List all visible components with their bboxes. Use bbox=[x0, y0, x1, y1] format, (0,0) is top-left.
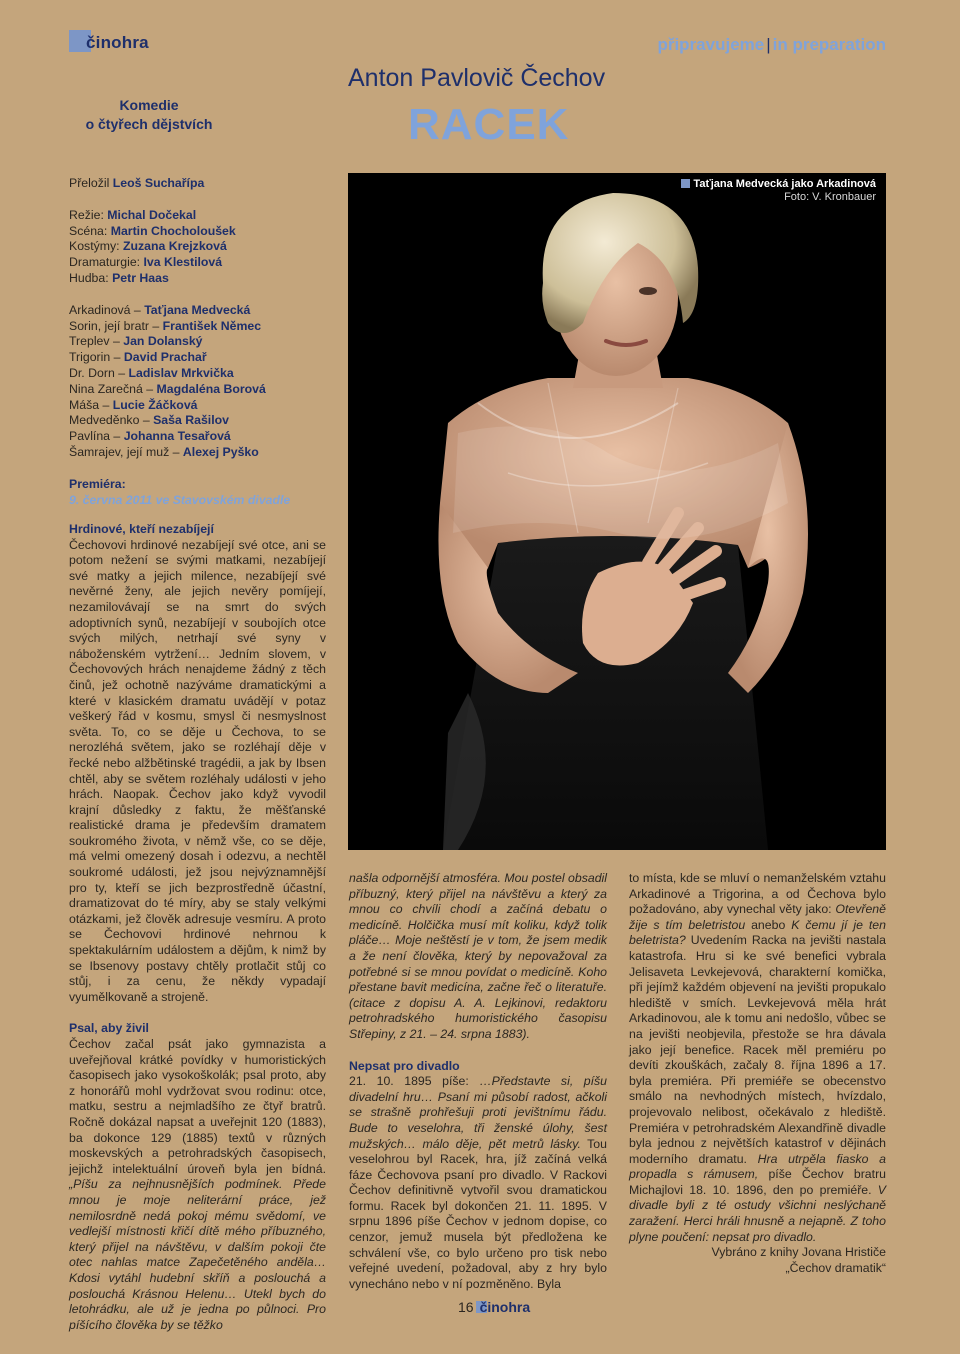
cast-row bbox=[69, 319, 339, 335]
quote-d: V divadle byli z té ostudy všichni neslýchaně zaražení. Herci hráli hnusně a nejapně. Z toho plyne poučení: nepsat pro divadlo. bbox=[629, 1182, 886, 1244]
heading-writing: Psal, aby živil bbox=[69, 1021, 149, 1036]
staff-row bbox=[69, 239, 339, 255]
quote-2: Přede mnou je moje neliterární práce, jež nemilosrdně nedá pokoj mému svědomí, ve vedlejší místnosti křičí dítě mého příbuzného, který přijel na návštěvu, v dalším pokoji čte otec nahlas matce Zapečetěného anděla… Kdosi vytáhl hudební skříň a poslouchá a poslouchá Krásnou Helenu… Utekl bych do letohrádku, ale už je jedna po půlnoci. bbox=[69, 1177, 326, 1317]
heading-heroes: Hrdinové, kteří nezabíjejí bbox=[69, 522, 214, 536]
staff-row-name: Zuzana Krejzková bbox=[122, 239, 227, 254]
staff-row-label: Scéna: bbox=[69, 223, 111, 238]
cast-row-name: František Němec bbox=[162, 318, 262, 333]
cast-row-label: Nina Zarečná – bbox=[69, 381, 157, 396]
cast-row bbox=[69, 445, 339, 461]
play-author: Anton Pavlovič Čechov bbox=[348, 64, 606, 92]
genre-line-1: Komedie bbox=[119, 97, 179, 113]
cast-row bbox=[69, 334, 339, 350]
staff-row-label: Režie: bbox=[69, 207, 108, 222]
cast-row bbox=[69, 398, 339, 414]
credits-block bbox=[69, 176, 339, 508]
cast-row bbox=[69, 429, 339, 445]
cast-row bbox=[69, 413, 339, 429]
heading-theatre: Nepsat pro divadlo bbox=[349, 1058, 460, 1073]
cast-row bbox=[69, 382, 339, 398]
cast-row-name: David Prachař bbox=[123, 350, 207, 365]
article-column-2 bbox=[349, 871, 607, 1292]
brand-name: činohra bbox=[86, 33, 149, 52]
cast-row-label: Trigorin – bbox=[69, 350, 124, 365]
text-a: to místa, kde se mluví o nemanželském vztahu Arkadinové a Trigorina, a od Čechova bylo požadováno, aby vynechal věty jako: bbox=[629, 871, 886, 917]
quote-b: K čemu jí je ten beletrista? bbox=[629, 917, 886, 948]
quote-3: Pro píšícího člověka by se těžko bbox=[69, 1302, 326, 1332]
cast-list bbox=[69, 303, 339, 461]
production-photo bbox=[348, 173, 886, 850]
cast-row-label: Arkadinová – bbox=[69, 302, 145, 317]
staff-list bbox=[69, 208, 339, 287]
paragraph-writing bbox=[69, 1037, 326, 1333]
cast-row-label: Medveděnko – bbox=[69, 413, 154, 428]
cast-row bbox=[69, 303, 339, 319]
cast-row bbox=[69, 350, 339, 366]
article-column-1 bbox=[69, 522, 326, 1333]
staff-row-label: Dramaturgie: bbox=[69, 255, 144, 270]
genre-line-2: o čtyřech dějstvích bbox=[85, 116, 213, 132]
cast-row-label: Sorin, její bratr – bbox=[69, 318, 163, 333]
cast-row-label: Šamrajev, její muž – bbox=[69, 444, 183, 459]
cast-row-name: Lucie Žáčková bbox=[112, 397, 198, 412]
staff-row-name: Martin Chocholoušek bbox=[110, 223, 236, 238]
play-title: RACEK bbox=[408, 100, 570, 149]
section-label bbox=[657, 35, 886, 55]
text-b: anebo bbox=[745, 917, 792, 932]
cast-row-label: Treplev – bbox=[69, 334, 124, 349]
staff-row bbox=[69, 255, 339, 271]
source-line-2: „Čechov dramatik“ bbox=[785, 1260, 886, 1275]
quote-continued: našla odpornější atmosféra. Mou postel obsadil příbuzný, který přijel na návštěvu a který za mnou co chvíli chodí a začíná debatu o medicíně. Holčička musí mít koliku, když tolik pláče… Moje neštěstí je v tom, že jsem medik a že není člověka, který by nepovažoval za potřebné si se mnou povídat o medicíně. Koho přestane bavit medicína, začne řeč o literatuře. (citace z dopisu A. A. Lejkinovi, redaktoru petrohradského humoristického časopisu Střepiny, z 21. – 24. srpna 1883). bbox=[349, 871, 607, 1041]
cast-row-name: Saša Rašilov bbox=[153, 413, 229, 428]
staff-row bbox=[69, 208, 339, 224]
translation-credit bbox=[69, 176, 339, 192]
premiere-label: Premiéra: bbox=[69, 476, 126, 491]
quote-play: …Představte si, píšu divadelní hru… Psaní mi působí radost, ačkoli se strašně prohřešuji proti jevištnímu řádu. Bude to veselohra, tři ženské úlohy, šest mužských… málo děje, pět metrů lásky. bbox=[349, 1074, 608, 1151]
cast-row-label: Dr. Dorn – bbox=[69, 365, 129, 380]
staff-row bbox=[69, 271, 339, 287]
article-column-3 bbox=[629, 871, 886, 1276]
credit-label: Přeložil bbox=[69, 176, 113, 190]
date-text: 21. 10. 1895 píše: bbox=[349, 1074, 480, 1089]
staff-row-name: Michal Dočekal bbox=[107, 207, 197, 222]
genre bbox=[69, 96, 229, 134]
cast-row-name: Jan Dolanský bbox=[123, 334, 203, 349]
paragraph-heroes: Čechovovi hrdinové nezabíjejí své otce, ani se potom nežení se svými matkami, nezabíjejí své matky a jejich milence, nezabíjejí své nevěrné ženy, ale jejich nevěry pomíjejí, nezamilovávají se na smrt do svých adoptivních synů, nezabíjejí v soubojích otce svých milých, netrhají své syny v náboženském vytržení… Jedním slovem, v Čechovových hrách nenajdeme žádný z těch činů, jež ochotně nazýváme dramatickými a které v klasickém dramatu uvádějí v potaz veškerý řád v kosmu, smysl či nesmyslnost světa. To, co se děje u Čechova, to se nerozléhá světem, jako se rozléhají děje v řecké nebo alžbětinské tragédii, a jak by Ibsen chtěl, aby se světem rozléhaly události v jeho hrách. Naopak. Čechov jako když vyvodil krajní důsledky z faktu, že měšťanské realistické drama je především dramatem soukromého života, v němž vše, co se děje, má velmi omezený dosah i odezvu, a nechtěl soukromé události, jež jsou nejvýznamnější pro ty, kteří se jich bezprostředně účastní, dramatizovat do té míry, aby se staly velkými otázkami, jež člověk adresuje vesmíru. A proto se Čechovovi hrdinové nehrnou k spektakulárním událostem a dějům, k nimž by se Ibsenovy postavy chtěly protlačit stůj co stůj, i za cenu, že někdy vypadají vyumělkovaně a strojeně. bbox=[69, 537, 326, 1004]
staff-row-name: Petr Haas bbox=[112, 270, 169, 285]
cast-row-name: Alexej Pyško bbox=[182, 444, 259, 459]
cast-row-label: Pavlína – bbox=[69, 429, 124, 444]
quote-1: „Píšu za nejhnusnějších podmínek. bbox=[69, 1177, 294, 1192]
cast-row-name: Johanna Tesařová bbox=[123, 429, 231, 444]
text-c: Uvedením Racka na jevišti nastala katastrofa. Hru si ke své benefici vybrala Jelisaveta Levkejevová, charakterní komička, při jejímž každém objevení na jevišti propukalo hlediště v smích. Levkejevová měla hrát Arkadinovou, ale k tomu ani nedošlo, vůbec se na jevišti neobjevila, přestože se hra dávala jako její benefice. Racek měl premiéru po devíti zkouškách, začaly 8. října 1896 a 17. byla premiéra. Při premiéře se obecenstvo smálo na nevhodných místech, hvízdalo, projevovalo nelibost, očekávalo z hlediště. Premiéra v petrohradském Alexandřině divadle byla jednou z největších katastrof v dějinách moderního dramatu. bbox=[629, 933, 886, 1166]
photo-caption bbox=[681, 178, 876, 204]
caption-text: Taťjana Medvecká jako Arkadinová bbox=[693, 178, 876, 190]
staff-row bbox=[69, 224, 339, 240]
quote-a: Otevřeně žije s tím beletristou bbox=[629, 902, 886, 932]
section-cz: připravujeme bbox=[657, 35, 765, 54]
cast-row-name: Ladislav Mrkvička bbox=[128, 365, 234, 380]
section-separator: | bbox=[766, 35, 771, 54]
source-line-1: Vybráno z knihy Jovana Hrističe bbox=[711, 1245, 886, 1260]
credit-name: Leoš Suchařípa bbox=[112, 176, 205, 190]
footer-brand: činohra bbox=[479, 1299, 531, 1315]
staff-row-label: Kostýmy: bbox=[69, 239, 123, 254]
cast-row bbox=[69, 366, 339, 382]
paragraph-premiere bbox=[629, 871, 886, 1245]
staff-row-label: Hudba: bbox=[69, 270, 113, 285]
page-number: 16 bbox=[458, 1299, 474, 1315]
quote-c: Hra utrpěla fiasko a propadla s rámusem, bbox=[629, 1151, 886, 1182]
cast-row-name: Taťjana Medvecká bbox=[144, 302, 251, 317]
cast-row-name: Magdaléna Borová bbox=[156, 381, 266, 396]
caption-square-icon bbox=[681, 179, 690, 188]
section-en: in preparation bbox=[772, 35, 886, 54]
paragraph-theatre bbox=[349, 1074, 607, 1292]
paragraph-writing-plain: Čechov začal psát jako gymnazista a uveřejňoval krátké povídky v humoristických časopisech jako vysokoškolák; psal proto, aby z honorářů mohl vydržovat svou rodinu: otce, matku, sestru a nejmladšího ze čtyř bratrů. Ročně dokázal napsat a uveřejnit 120 (1883), ba dokonce 129 (1885) textů v různých moskevských a petrohradských časopisech, jejichž intelektuální úroveň byla jen bídná. bbox=[69, 1037, 326, 1176]
actress-photo-illustration bbox=[348, 173, 886, 850]
text-d: píše Čechov bratru Michajlovi 18. 10. 1896, den po premiéře. bbox=[629, 1167, 887, 1197]
photo-credit: Foto: V. Kronbauer bbox=[784, 191, 876, 203]
premiere-date: 9. června 2011 ve Stavovském divadle bbox=[69, 492, 291, 507]
cast-row-label: Máša – bbox=[69, 397, 113, 412]
staff-row-name: Iva Klestilová bbox=[143, 255, 223, 270]
page-footer bbox=[458, 1299, 530, 1315]
paragraph-theatre-rest: Tou veselohrou byl Racek, hra, jíž začíná velká fáze Čechovova psaní pro divadlo. V Rackovi Čechov definitivně vytvořil svou dramatickou formu. Racek byl dokončen 21. 11. 1895. V srpnu 1896 píše Čechov v jednom dopise, co cenzor, jemuž musela být předložena ke schválení vše, co bylo určeno pro tisk nebo veřejné uvedení, požadoval, aby z hry bylo vynecháno nebo v ní pozměněno. Byla bbox=[349, 1136, 607, 1291]
